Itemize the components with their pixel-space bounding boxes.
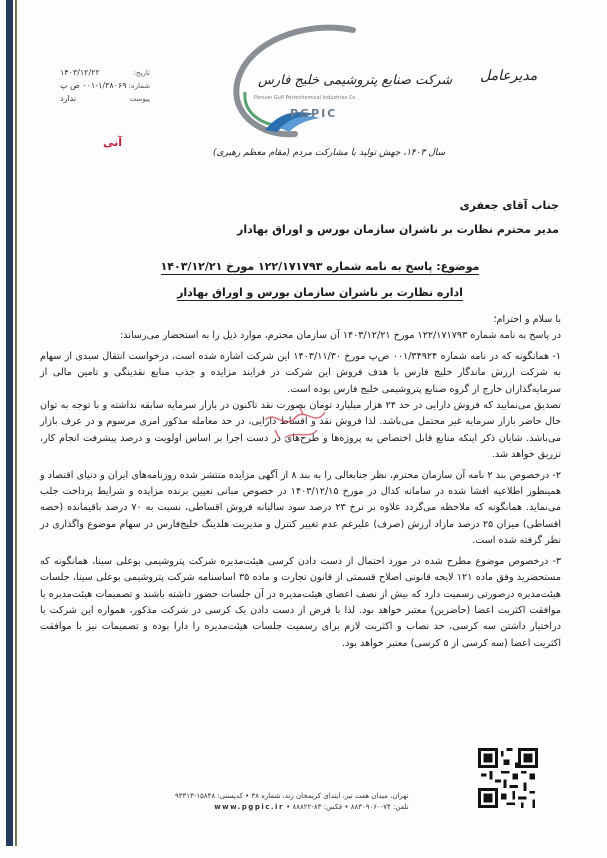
recipient-name: جناب آقای جعفری [459, 199, 559, 212]
footer-phone-fax: تلفن: ۷۴-۸۸۳۰۹۰۶۰ • فکس: ۸۳-۸۸۸۲۲ [292, 803, 409, 811]
intro-paragraph: در پاسخ به نامه شماره ۱۲۲/۱۷۱۷۹۳ مورخ ۱۴۰۳/۱۲/۲۱ آن سازمان محترم، موارد ذیل را به استحضار می‌رساند: [120, 330, 561, 342]
recipient-title: مدیر محترم نظارت بر ناشران سازمان بورس و اوراق بهادار [237, 223, 559, 236]
red-signature-mark [255, 400, 355, 450]
footer-website-link[interactable]: www.pgpic.ir [214, 803, 284, 811]
date-label: تاریخ: [133, 68, 150, 77]
binding-band [6, 0, 13, 846]
ceo-heading: مدیرعامل [480, 68, 538, 84]
greeting: با سلام و احترام؛ [493, 314, 561, 325]
footer-address: تهران، میدان هفت تیر، ابتدای کریمخان زند، شماره ۳۸ • کدپستی: ۱۵۸۴۸-۹۳۳۱۳ [175, 792, 409, 800]
letter-body [40, 312, 561, 652]
letter-meta [60, 66, 150, 105]
logo-name-fa: شرکت صنایع پتروشیمی خلیج فارس [258, 73, 453, 88]
attachment-label: پیوست [129, 94, 150, 103]
subject-text-1: موضوع: پاسخ به نامه شماره ۱۲۲/۱۷۱۷۹۳ مورخ ۱۴۰۳/۱۲/۲۱ [160, 260, 480, 273]
binding-line [15, 0, 17, 846]
subject-line-1 [100, 260, 540, 273]
logo-name-en: Persian Gulf Petrochemical Industries Co. [254, 95, 357, 101]
paragraph-2: ۲- درخصوص بند ۲ نامه آن سازمان محترم، نظر جنابعالی را به بند ۸ از آگهی مزایده منتشر شده روزنامه‌های ایران و دنیای اقتصاد و همینطور اطلاعیه افشا شده در سامانه کدال در مورخ ۱۴۰۳/۱۲/۱۵ در خصوص مبانی تعیین برنده مزایده و شرایط پرداخت جلب می‌نماید. همانگونه که ملاحظه می‌گردد علاوه بر نرخ ۲۳ درصد سود سالیانه فروش اقساطی، نسبت به ۷۰ درصد باقیمانده (حصه اقساطی) میزان ۲۵ درصد مازاد ارزش (صرف) علیرغم عدم تغییر کنترل و مدیریت هلدینگ خلیج‌فارس در سهام موضوع واگذاری در نظر گرفته شده است. [40, 469, 562, 547]
attachment-value: ندارد [60, 94, 77, 103]
paragraph-1b: تصدیق می‌نمایید که فروش دارایی در حد ۲۴ هزار میلیارد تومان بصورت نقد تاکنون در بازار سرمایه سابقه نداشته و با توجه به توان حال حاضر بازار سرمایه غیر محتمل می‌باشد. لذا فروش نقد و اقساط دارایی، در حد معامله مذکور امری مرسوم و در عرف بازار می‌باشد. شایان ذکر اینکه منابع قابل اختصاص به پروژه‌ها و طرح‌های در دست اجرا بر اساس اولویت و درصد پیشرفت انجام کار، تزریق خواهد شد. [40, 400, 561, 461]
footer-contact-row: تلفن: ۷۴-۸۸۳۰۹۰۶۰ • فکس: ۸۳-۸۸۸۲۲ • www.pgpic.ir [214, 803, 409, 811]
qr-code [478, 748, 538, 808]
urgency-stamp: آنی [103, 136, 123, 149]
subject-line-2 [100, 286, 540, 299]
logo-abbr: PGPIC [290, 107, 338, 120]
year-slogan: سال ۱۴۰۳، جهش تولید با مشارکت مردم (مقام معظم رهبری) [213, 148, 446, 158]
number-value: ۰۰۱-۱/۳۸۰۶۹ ص پ [60, 81, 127, 90]
paragraph-3: ۳- درخصوص موضوع مطرح شده در مورد احتمال از دست دادن کرسی هیئت‌مدیره شرکت پتروشیمی بوعلی سینا، همانگونه که مستحضرید وفق ماده ۱۲۱ لایحه قانونی اصلاح قسمتی از قانون تجارت و ماده ۳۵ اساسنامه شرکت پتروشیمی بوعلی سینا، جلسات هیئت‌مدیره درصورتی رسمیت دارد که بیش از نصف اعضای هیئت‌مدیره در آن جلسات حضور داشته باشند و تصمیمات هیئت‌مدیره با موافقت اکثریت اعضا (حاضرین) معتبر خواهد بود. لذا با فرض از دست دادن یک کرسی در شرکت مذکور، همواره این شرکت با دراختیار داشتن سه کرسی، حد نصاب و اکثریت لازم برای رسمیت جلسات هیئت‌مدیره را دارا بوده و تصمیمات نیز با موافقت اکثریت اعضا (سه کرسی از ۵ کرسی) معتبر خواهد بود. [40, 555, 562, 649]
paragraph-1: ۱- همانگونه که در نامه شماره ۰۰۱/۳۴۹۲۴ ص‌پ مورخ ۱۴۰۳/۱۱/۳۰ این شرکت اشاره شده است، درخواست انتقال سبدی از سهام به شرکت ارزش ماندگار خلیج فارس با هدف فروش این شرکت در فرایند مزایده و جذب منابع نقدینگی و تامین مالی از سرمایه‌گذاران خارج از گروه صنایع پتروشیمی خلیج فارس بوده است. [40, 350, 562, 395]
number-label: شماره: [128, 81, 150, 90]
attachment-row [60, 92, 150, 105]
subject-text-2: اداره نظارت بر ناشران سازمان بورس و اوراق بهادار [177, 286, 463, 299]
number-row [60, 79, 150, 92]
letter-footer [175, 791, 409, 813]
date-value: ۱۴۰۳/۱۲/۲۲ [60, 68, 100, 77]
date-row [60, 66, 150, 79]
recipient-block [237, 194, 559, 242]
